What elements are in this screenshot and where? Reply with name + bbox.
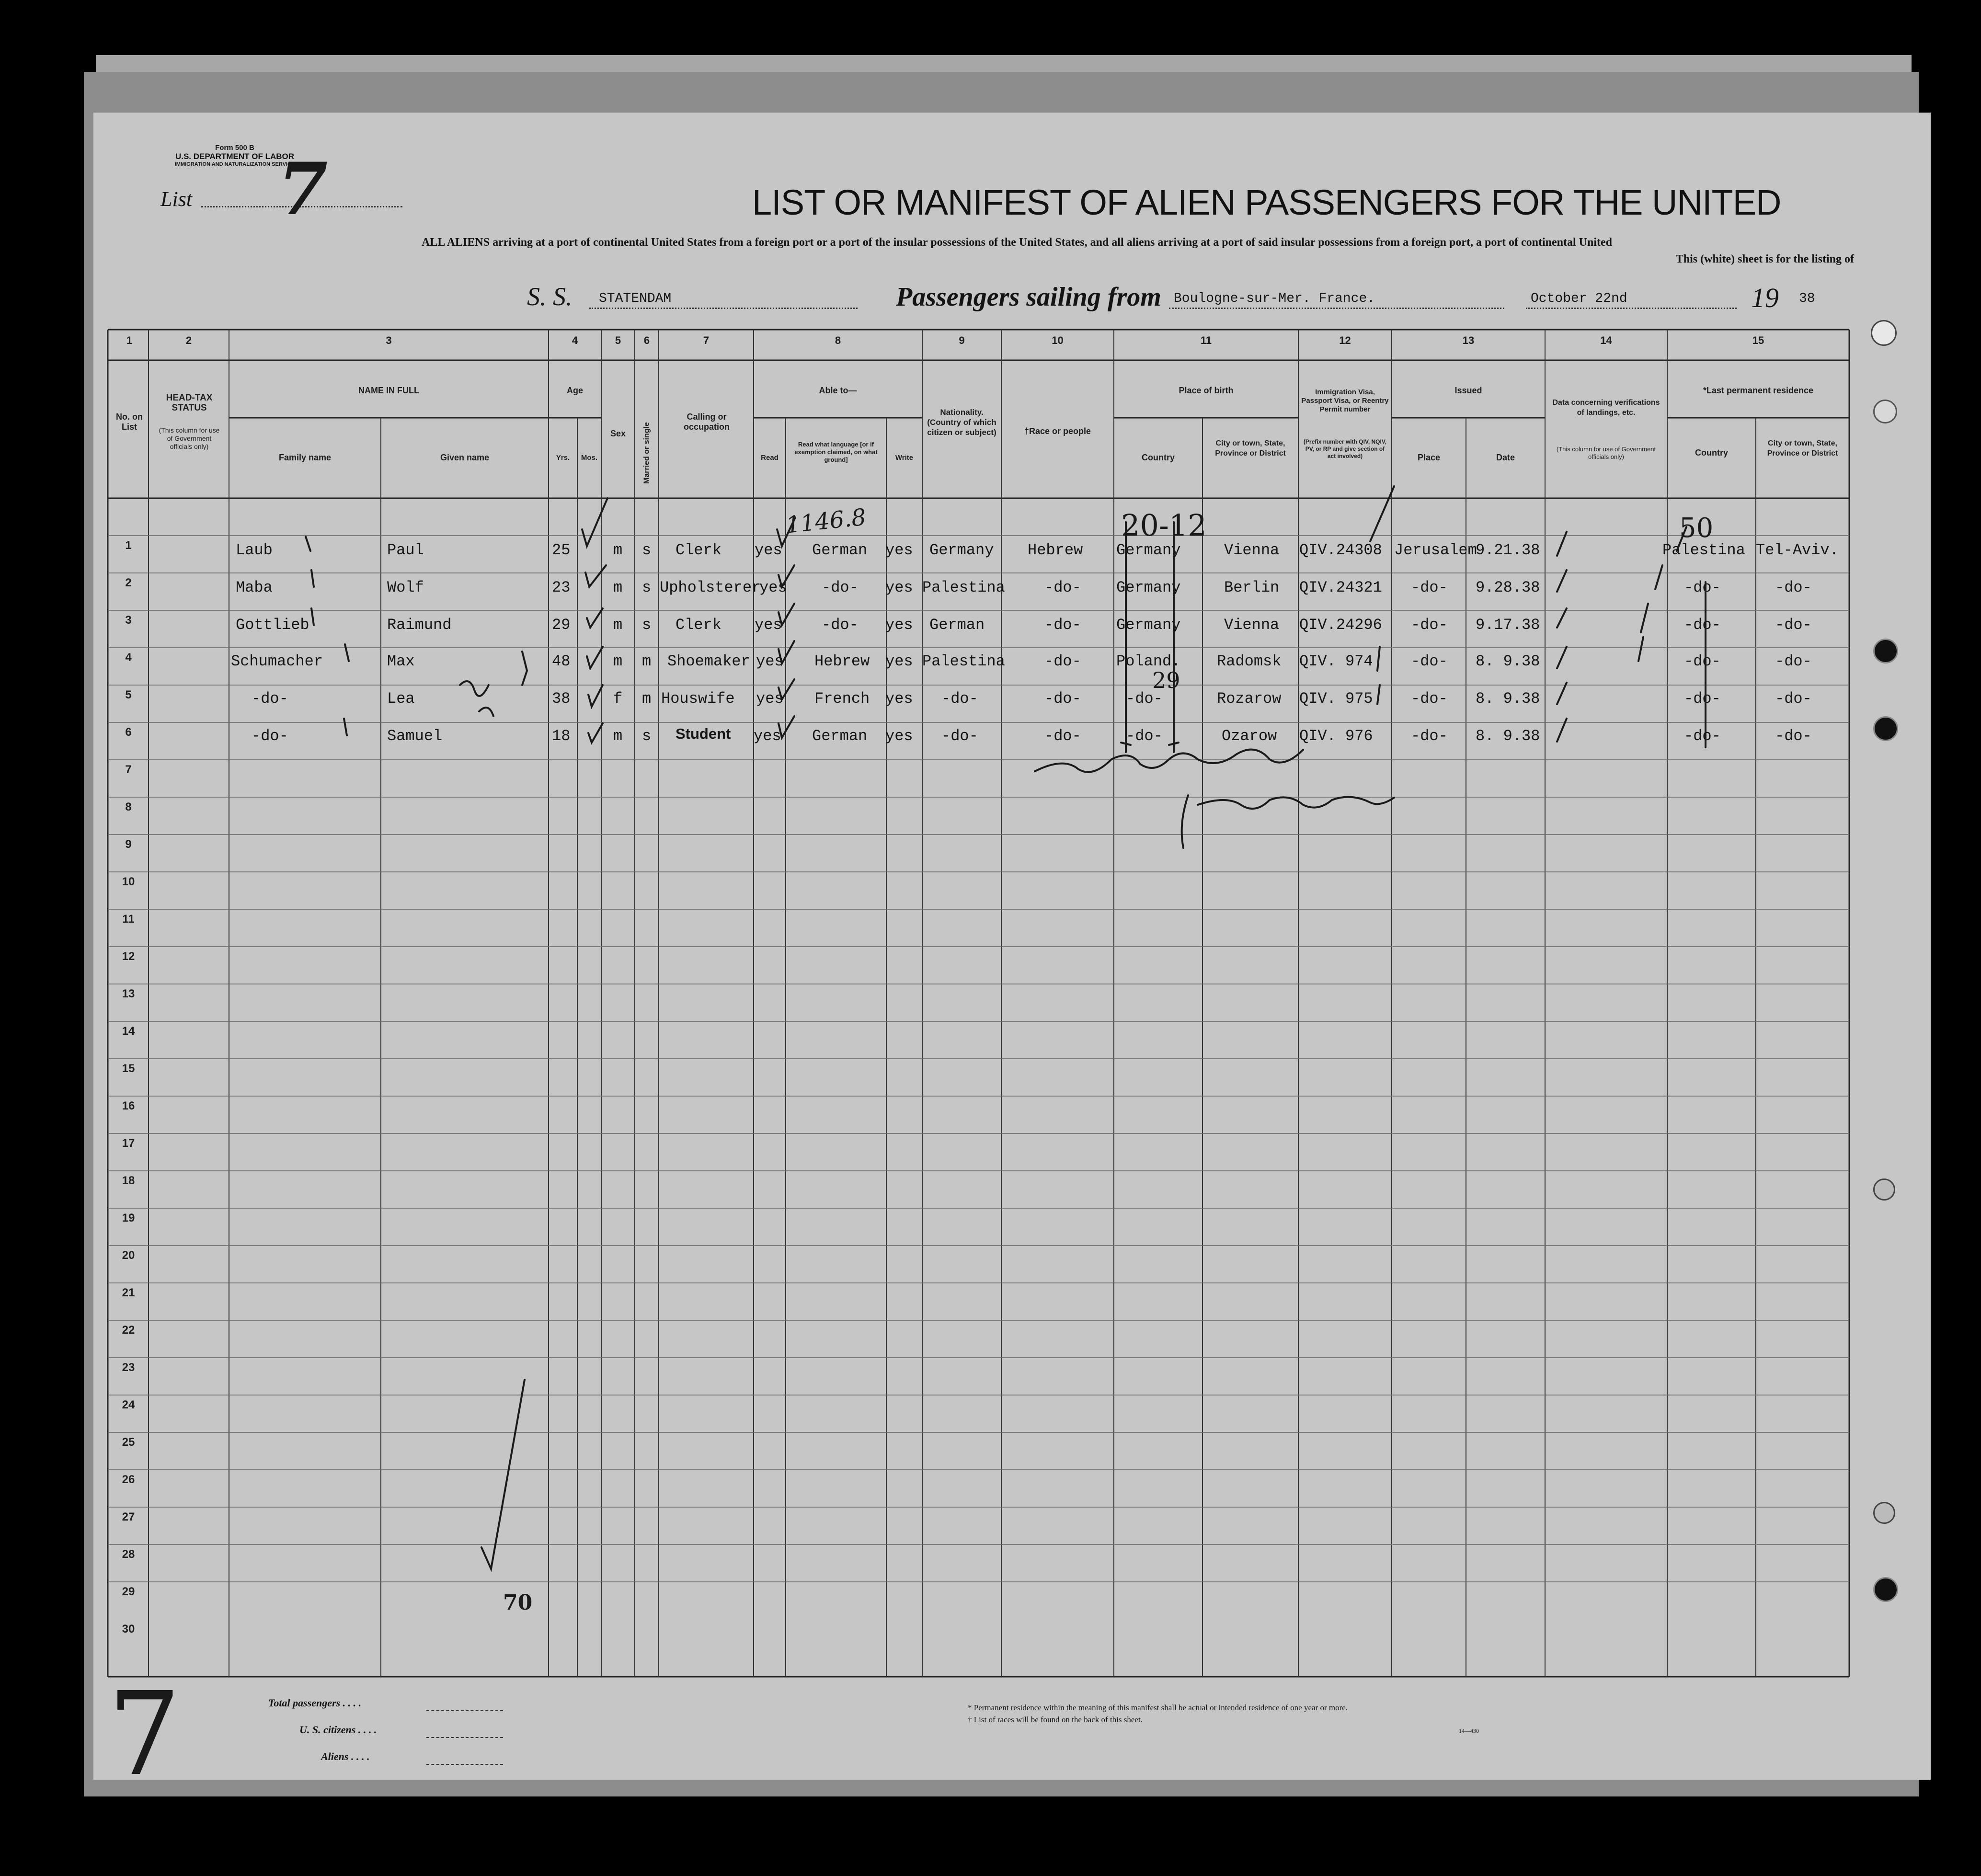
language-annotation: 1146.8 [784,503,868,539]
can-read: yes [754,727,781,745]
departure-date: October 22nd [1531,291,1627,306]
nationality: -do- [941,727,978,745]
read-language: Hebrew [814,652,870,670]
binder-hole [1873,1178,1895,1201]
check-mark [777,517,795,546]
row-number: 7 [125,763,132,776]
check-mark [779,716,794,738]
row-number: 4 [125,651,132,664]
footnote-residence: * Permanent residence within the meaning of this manifest shall be actual or intended residence of one year or more. [968,1703,1348,1712]
header-able-to: Able to— [819,386,857,395]
row-number: 17 [122,1137,135,1150]
check-mark [587,608,603,628]
header-place-of-birth: Place of birth [1179,386,1234,395]
column-number: 5 [615,334,621,346]
visa-number: QIV.24321 [1299,579,1382,596]
residence-country: -do- [1684,579,1721,596]
column-number: 15 [1752,334,1764,346]
form-code: 14—430 [1459,1727,1479,1734]
can-read: yes [755,616,782,634]
header-sex: Sex [610,429,626,438]
family-name: -do- [252,690,288,708]
can-write: yes [885,579,913,596]
row-number: 21 [122,1286,135,1299]
row-number: 1 [125,539,132,552]
margin-list-number: 7 [108,1667,181,1801]
column-number: 1 [126,334,133,346]
marital-status: s [642,727,652,745]
instruction-line-2: This (white) sheet is for the listing of [1675,253,1854,265]
given-name: Wolf [387,579,424,596]
row-number: 14 [122,1025,135,1038]
residence-city: -do- [1775,690,1812,708]
issue-place: -do- [1411,579,1448,596]
race: Hebrew [1028,541,1083,559]
column-number: 3 [386,334,392,346]
check-mark [588,723,603,743]
birth-country: -do- [1126,690,1163,708]
column-number: 9 [959,334,965,346]
birth-city: Radomsk [1217,652,1282,670]
row-number: 26 [122,1473,135,1486]
residence-annotation: 50 [1679,513,1714,544]
header-read: Read [761,454,779,462]
ss-label: S. S. [527,282,573,311]
binder-hole [1873,639,1898,663]
issue-date: 9.21.38 [1476,541,1540,559]
row-number: 3 [125,614,132,627]
age-years: 48 [552,652,571,670]
occupation: Houswife [661,690,735,708]
header-res-city: City or town, State, Province or District [1767,439,1838,458]
issue-place: -do- [1411,727,1448,745]
occupation: Student [676,725,731,742]
birth-country: Poland. [1116,652,1181,670]
year-suffix: 38 [1799,291,1815,306]
column-number: 4 [572,334,578,346]
header-calling: Calling or occupation [683,412,730,432]
citizens-line [426,1737,503,1738]
sex: m [613,579,623,596]
header-birth-country: Country [1142,453,1175,462]
row-number: 18 [122,1174,135,1187]
header-write: Write [895,454,914,462]
check-mark [587,647,603,668]
age-years: 18 [552,727,571,745]
row-number: 2 [125,576,132,589]
read-language: -do- [822,616,859,634]
header-race: †Race or people [1024,426,1091,436]
row-number: 8 [125,801,132,813]
aliens-line [426,1764,503,1765]
row-number: 25 [122,1436,135,1449]
binder-hole [1871,320,1897,346]
header-name-in-full: NAME IN FULL [358,386,419,395]
row-number: 24 [122,1398,135,1411]
year-prefix: 19 [1751,282,1779,313]
check-mark [585,565,606,587]
row-number: 15 [122,1062,135,1075]
binder-hole [1873,400,1897,423]
birth-country: Germany [1116,579,1181,596]
column-number: 12 [1339,334,1351,346]
read-language: -do- [822,579,859,596]
race: -do- [1044,616,1081,634]
column-number: 8 [835,334,841,346]
nationality: -do- [941,690,978,708]
header-res-country: Country [1695,448,1728,458]
marital-status: s [642,616,652,634]
can-write: yes [885,690,913,708]
visa-number: QIV. 976 [1299,727,1373,745]
given-name: Samuel [387,727,443,745]
residence-country: -do- [1684,616,1721,634]
sex: f [613,690,623,708]
header-last-residence: *Last permanent residence [1703,386,1814,395]
check-mark [779,565,794,587]
read-language: German [812,541,868,559]
column-number: 13 [1462,334,1475,346]
issue-date: 8. 9.38 [1476,652,1540,670]
age-years: 29 [552,616,571,634]
service: IMMIGRATION AND NATURALIZATION SERVICE [174,161,295,167]
can-write: yes [885,652,913,670]
row-number: 16 [122,1099,135,1112]
can-read: yes [756,652,784,670]
sailing-label: Passengers sailing from [896,282,1161,312]
marital-status: s [642,579,652,596]
issue-place: -do- [1411,652,1448,670]
family-name: Maba [236,579,273,596]
check-mark [582,498,607,546]
read-language: French [814,690,870,708]
row-number: 23 [122,1361,135,1374]
nationality: Palestina [922,579,1005,596]
binder-hole [1873,1502,1895,1524]
can-read: yes [755,541,782,559]
header-verification: Data concerning verifications of landings, etc. [1552,399,1660,417]
race: -do- [1044,727,1081,745]
aliens-label: Aliens . . . . [321,1750,370,1762]
can-write: yes [885,727,913,745]
issue-date: 8. 9.38 [1476,690,1540,708]
header-nationality: Nationality. (Country of which citizen or subject) [927,408,996,437]
check-mark [779,641,794,663]
can-write: yes [885,541,913,559]
department: U.S. DEPARTMENT OF LABOR [175,152,295,161]
issue-date: 9.28.38 [1476,579,1540,596]
race: -do- [1044,579,1081,596]
birth-country-annotation: 20-12 [1121,508,1207,543]
signature-stroke [1035,750,1303,772]
header-yrs: Yrs. [556,454,570,462]
row-number: 9 [125,838,132,851]
can-read: yes [759,579,787,596]
column-number: 2 [185,334,192,346]
signature-stroke [1182,795,1394,848]
header-married: Married or single [642,422,651,484]
header-birth-city: City or town, State, Province or District [1215,439,1286,458]
column-number: 11 [1200,334,1212,346]
row-number: 30 [122,1623,135,1636]
occupation: Upholsterer [660,579,761,596]
row-number: 10 [122,875,135,888]
header-mos: Mos. [581,454,598,462]
residence-city: Tel-Aviv. [1756,541,1839,559]
header-age: Age [566,386,583,395]
check-mark [481,1380,525,1569]
header-head-tax: HEAD-TAX STATUS [166,393,213,413]
instruction-line-1: ALL ALIENS arriving at a port of continental United States from a foreign port or a port of the insular possessions of the United States, and all aliens arriving at a port of said insular possessions from a foreign port, a port of continental United [422,236,1612,249]
header-visa: Immigration Visa, Passport Visa, or Reentry Permit number [1301,388,1389,413]
row4-annotation: 29 [1152,667,1180,693]
page-title: LIST OR MANIFEST OF ALIEN PASSENGERS FOR THE UNITED [752,183,1781,222]
residence-city: -do- [1775,616,1812,634]
column-number: 6 [643,334,650,346]
birth-country: -do- [1126,727,1163,745]
header-issued: Issued [1454,386,1482,395]
binder-hole [1873,1577,1898,1602]
check-mark [779,679,794,699]
age-years: 23 [552,579,571,596]
given-name: Lea [387,690,415,708]
occupation: Shoemaker [667,652,750,670]
residence-country: -do- [1684,690,1721,708]
total-line [426,1710,503,1711]
ship-name: STATENDAM [599,291,672,306]
marital-status: m [642,690,652,708]
race: -do- [1044,652,1081,670]
age-years: 25 [552,541,571,559]
list-number: 7 [278,147,328,231]
occupation: Clerk [676,616,722,634]
nationality: Palestina [922,652,1005,670]
footnote-races: † List of races will be found on the back of this sheet. [968,1715,1143,1724]
marital-status: m [642,652,652,670]
birth-city: Rozarow [1217,690,1282,708]
birth-city: Berlin [1224,579,1280,596]
birth-city: Vienna [1224,616,1280,634]
issue-place: -do- [1411,616,1448,634]
header-verification-note: (This column for use of Government officials only) [1556,446,1656,460]
sex: m [613,616,623,634]
given-name: Max [387,652,415,670]
check-mark [779,604,794,625]
birth-country: Germany [1116,616,1181,634]
column-number: 10 [1052,334,1064,346]
column-number: 7 [703,334,710,346]
us-citizens-label: U. S. citizens . . . . [299,1724,377,1736]
row-number: 28 [122,1548,135,1561]
visa-number: QIV.24308 [1299,541,1382,559]
marital-status: s [642,541,652,559]
header-issue-date: Date [1496,453,1515,462]
issue-place: Jerusalem [1394,541,1477,559]
birth-city: Ozarow [1222,727,1277,745]
header-given-name: Given name [440,453,490,462]
family-name: Schumacher [231,652,323,670]
birth-city: Vienna [1224,541,1280,559]
residence-country: -do- [1684,727,1721,745]
race: -do- [1044,690,1081,708]
header-no-on-list: No. on List [116,412,143,432]
sex: m [613,652,623,670]
row-number: 12 [122,950,135,963]
row-number: 29 [122,1585,135,1598]
total-passengers-label: Total passengers . . . . [268,1697,362,1709]
sex: m [613,541,623,559]
can-read: yes [756,690,784,708]
header-read-language: Read what language [or if exemption claimed, on what ground] [794,441,878,463]
row-number: 27 [122,1510,135,1523]
list-label: List [160,187,193,211]
issue-place: -do- [1411,690,1448,708]
header-issue-place: Place [1417,453,1441,462]
row-number: 20 [122,1249,135,1262]
row-number: 6 [125,726,132,739]
occupation: Clerk [676,541,722,559]
given-name: Paul [387,541,424,559]
residence-city: -do- [1775,579,1812,596]
binder-hole [1873,716,1898,741]
residence-country: -do- [1684,652,1721,670]
departure-port: Boulogne-sur-Mer. France. [1174,291,1375,306]
column-number: 14 [1600,334,1612,346]
issue-date: 8. 9.38 [1476,727,1540,745]
age-years: 38 [552,690,571,708]
header-visa-note: (Prefix number with QIV, NQIV, PV, or RP and give section of act involved) [1303,438,1387,459]
form-number: Form 500 B [215,144,254,152]
row-number: 5 [125,688,132,701]
tally-count: 70 [503,1590,533,1615]
given-name: Raimund [387,616,452,634]
residence-country: Palestina [1662,541,1745,559]
residence-city: -do- [1775,727,1812,745]
birth-country: Germany [1116,541,1181,559]
issue-date: 9.17.38 [1476,616,1540,634]
visa-number: QIV. 975 [1299,690,1373,708]
family-name: Gottlieb [236,616,309,634]
family-name: -do- [252,727,288,745]
check-mark [588,685,603,707]
nationality: Germany [929,541,994,559]
header-family-name: Family name [278,453,332,462]
residence-city: -do- [1775,652,1812,670]
row-number: 11 [122,913,135,926]
family-name: Laub [236,541,273,559]
row-number: 22 [122,1324,135,1337]
visa-number: QIV. 974 [1299,652,1373,670]
header-head-tax-note: (This column for use of Government officials only) [159,426,220,450]
nationality: German [929,616,985,634]
read-language: German [812,727,868,745]
sex: m [613,727,623,745]
can-write: yes [885,616,913,634]
row-number: 13 [122,987,135,1000]
visa-number: QIV.24296 [1299,616,1382,634]
row-number: 19 [122,1212,135,1224]
